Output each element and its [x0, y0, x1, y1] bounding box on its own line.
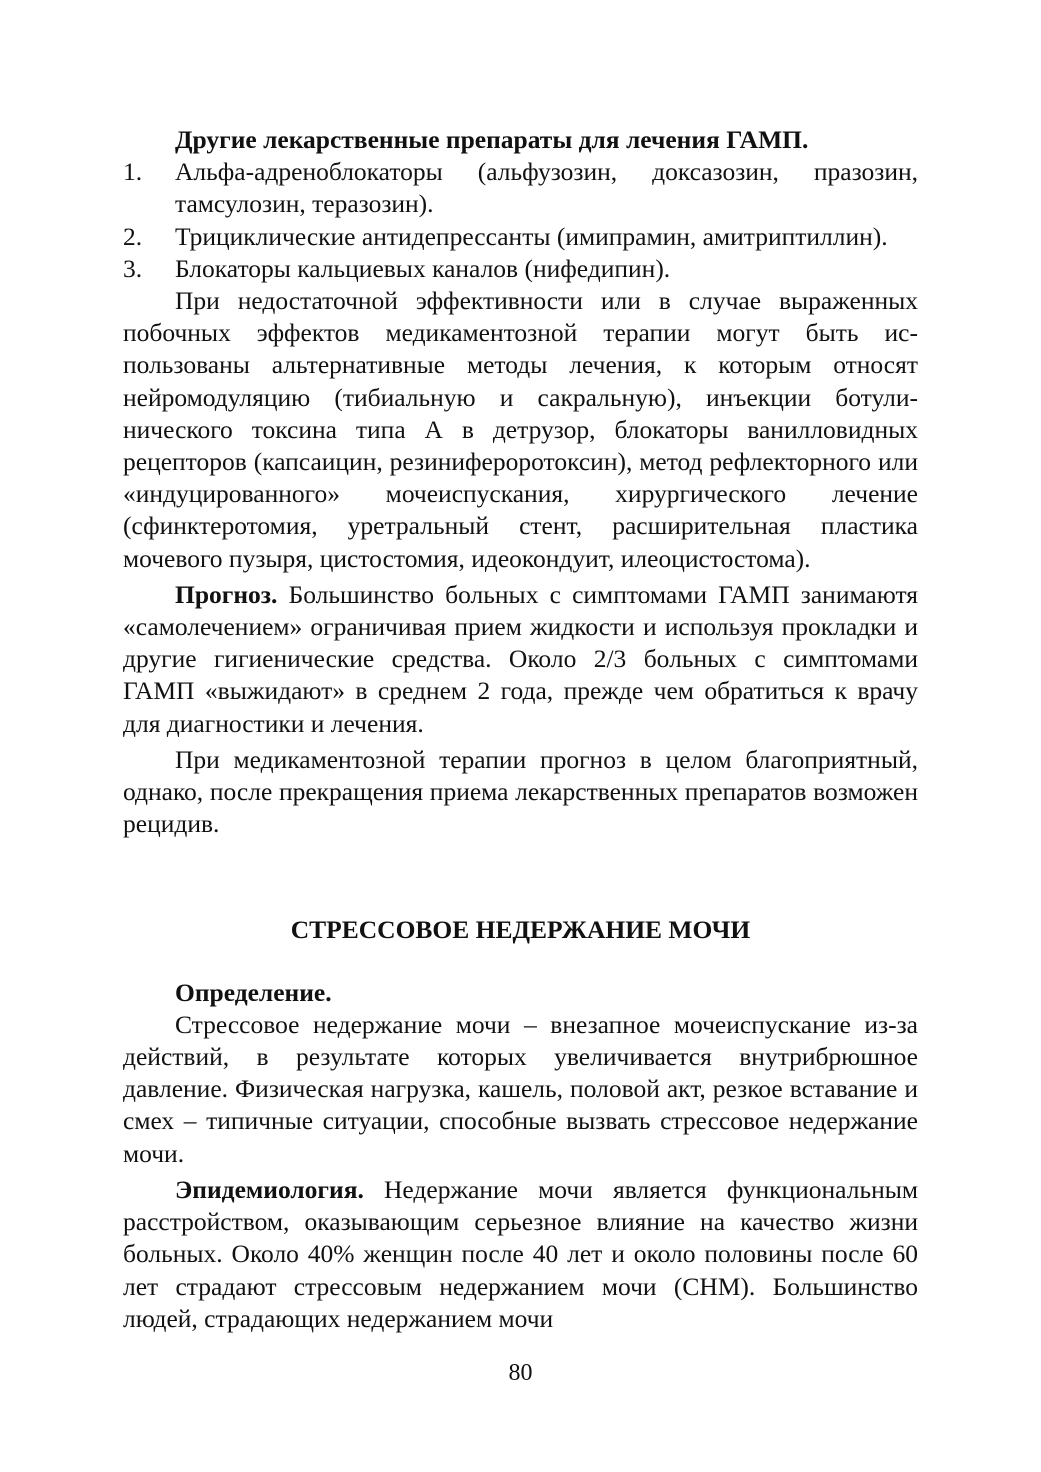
list-item-text: Трициклические антидепрессанты (имипрамин, амитриптиллин). [175, 221, 888, 251]
prognosis-paragraph [123, 579, 918, 740]
epidemiology-text: Недержание мочи является функциональным расстройством, оказывающим серьезное влияние на качество жизни больных. Около 40% женщин после 40 лет и около половины после 60 лет страдают стрессовым недержанием мочи (СНМ). Большинство людей, страдающих недержанием мочи [123, 1174, 918, 1333]
definition-heading: Определение. [175, 977, 332, 1007]
list-item-number: 3. [123, 253, 143, 283]
prognosis-text: Большинство больных с симптомами ГАМП занимаютя «самолечением» ограничивая прием жидкости и используя прокладки и другие гигиенические средства. Около 2/3 больных с симптомами ГАМП «выжидают» в среднем 2 года, прежде чем обратиться к врачу для диагностики и лечения. [123, 579, 918, 738]
drugs-heading: Другие лекарственные препараты для лечения ГАМП. [175, 125, 809, 154]
drug-list [123, 156, 918, 285]
prognosis-followup-paragraph: При медикаментозной терапии прогноз в целом благоприятный, однако, после прекращения приема лекарственных препаратов возможен рецидив. [123, 744, 918, 839]
list-item-text: Альфа-адреноблокаторы (альфузозин, доксазозин, празозин, тамсулозин, теразозин). [175, 157, 918, 219]
list-item [123, 253, 918, 285]
section-title: СТРЕССОВОЕ НЕДЕРЖАНИЕ МОЧИ [290, 915, 751, 945]
definition-paragraph: Стрессовое недержание мочи – внезапное мочеиспускание из-за действий, в результате которых увеличивается внутрибрюшное давление. Физическая нагрузка, кашель, половой акт, резкое вставание и смех – типичные ситуации, способные вызвать стрессовое недержание мочи. [123, 1009, 918, 1168]
list-item-number: 2. [123, 221, 143, 251]
list-item-number: 1. [123, 157, 143, 187]
epidemiology-label: Эпидемиология. [175, 1174, 364, 1204]
epidemiology-paragraph [123, 1174, 918, 1335]
page-number: 80 [508, 1360, 533, 1386]
page-body [123, 124, 918, 1335]
prognosis-label: Прогноз. [175, 579, 278, 609]
list-item-text: Блокаторы кальциевых каналов (нифедипин). [175, 253, 671, 283]
list-item [123, 221, 918, 253]
list-item [123, 156, 918, 220]
alternative-methods-paragraph: При недостаточной эффективности или в случае выраженных побочных эффектов медикаментозной терапии могут быть использованы альтернативные методы лечения, к которым относят нейромодуляцию (тибиальную и сакральную), инъекции ботулинического токсина типа А в детрузор, блокаторы ванилловидных рецепторов (капсаицин, резинифероротоксин), метод рефлекторного или «индуцированного» мочеиспускания, хирургического лечение (сфинктеротомия, уретральный стент, расширительная пластика мочевого пузыря, цистостомия, идеокондуит, илеоцистостома). [123, 286, 918, 573]
